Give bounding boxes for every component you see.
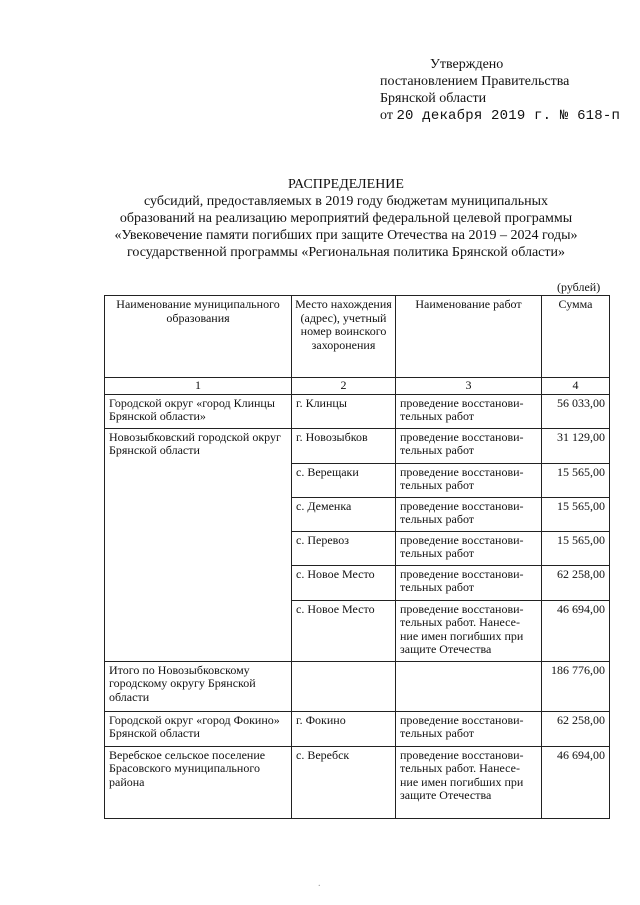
cell-sum: 46 694,00 (542, 746, 610, 818)
table-row (105, 711, 610, 746)
cell-place: г. Фокино (292, 711, 396, 746)
cell-place: с. Верещаки (292, 463, 396, 497)
approval-region-line: Брянской области (380, 91, 487, 106)
approval-date-stamp: 20 декабря 2019 г. № 618-п (396, 108, 621, 124)
cell-work: проведение восстанови-тельных работ (396, 565, 542, 600)
cell-municipality: Городской округ «город Клинцы Брянской области» (105, 394, 292, 428)
index-cell: 4 (542, 378, 610, 395)
cell-sum: 46 694,00 (542, 600, 610, 661)
cell-place: г. Клинцы (292, 394, 396, 428)
table-row (105, 394, 610, 428)
approval-block (380, 56, 620, 125)
table-row-total (105, 661, 610, 711)
cell-work: проведение восстанови-тельных работ (396, 394, 542, 428)
cell-work: проведение восстанови-тельных работ. Нанесе-ние имен погибших при защите Отечества (396, 746, 542, 818)
cell-place: с. Деменка (292, 497, 396, 531)
header-location: Место нахождения (адрес), учетный номер воинского захоронения (292, 296, 396, 378)
document-title (96, 176, 596, 261)
title-line-1: субсидий, предоставляемых в 2019 году бюджетам муниципальных (143, 194, 549, 209)
index-cell: 3 (396, 378, 542, 395)
header-sum: Сумма (542, 296, 610, 378)
table-header-row (105, 296, 610, 378)
title-line-3: «Увековечение памяти погибших при защите Отечества на 2019 – 2024 годы» (114, 228, 578, 243)
cell-sum: 31 129,00 (542, 428, 610, 463)
table-row (105, 746, 610, 818)
approval-date-prefix: от (380, 108, 397, 123)
cell-total-label: Итого по Новозыбковскому городскому округу Брянской области (105, 661, 292, 711)
title-line-2: образований на реализацию мероприятий федеральной целевой программы (119, 211, 573, 226)
cell-empty (396, 661, 542, 711)
header-work: Наименование работ (396, 296, 542, 378)
cell-municipality: Новозыбковский городской округ Брянской области (105, 428, 292, 661)
cell-sum: 62 258,00 (542, 565, 610, 600)
cell-municipality: Веребское сельское поселение Брасовского муниципального района (105, 746, 292, 818)
cell-sum: 56 033,00 (542, 394, 610, 428)
cell-work: проведение восстанови-тельных работ (396, 497, 542, 531)
title-line-4: государственной программы «Региональная политика Брянской области» (126, 245, 565, 260)
cell-municipality: Городской округ «город Фокино» Брянской области (105, 711, 292, 746)
cell-sum: 15 565,00 (542, 497, 610, 531)
index-cell: 2 (292, 378, 396, 395)
header-municipality: Наименование муниципального образования (105, 296, 292, 378)
approval-heading: Утверждено (430, 57, 504, 72)
cell-sum: 62 258,00 (542, 711, 610, 746)
cell-total-sum: 186 776,00 (542, 661, 610, 711)
cell-work: проведение восстанови-тельных работ. Нанесе-ние имен погибших при защите Отечества (396, 600, 542, 661)
cell-empty (292, 661, 396, 711)
cell-work: проведение восстанови-тельных работ (396, 531, 542, 565)
index-cell: 1 (105, 378, 292, 395)
column-index-row (105, 378, 610, 395)
page-mark: . (318, 878, 321, 889)
cell-place: с. Веребск (292, 746, 396, 818)
cell-work: проведение восстанови-тельных работ (396, 428, 542, 463)
title-heading: РАСПРЕДЕЛЕНИЕ (288, 177, 404, 192)
cell-place: с. Перевоз (292, 531, 396, 565)
cell-place: г. Новозыбков (292, 428, 396, 463)
distribution-table (104, 295, 610, 819)
cell-work: проведение восстанови-тельных работ (396, 711, 542, 746)
cell-sum: 15 565,00 (542, 531, 610, 565)
approval-date-line (380, 107, 620, 125)
cell-work: проведение восстанови-тельных работ (396, 463, 542, 497)
approval-resolution-line: постановлением Правительства (380, 74, 570, 89)
cell-sum: 15 565,00 (542, 463, 610, 497)
cell-place: с. Новое Место (292, 565, 396, 600)
cell-place: с. Новое Место (292, 600, 396, 661)
currency-unit: (рублей) (557, 280, 601, 294)
table-row (105, 428, 610, 463)
